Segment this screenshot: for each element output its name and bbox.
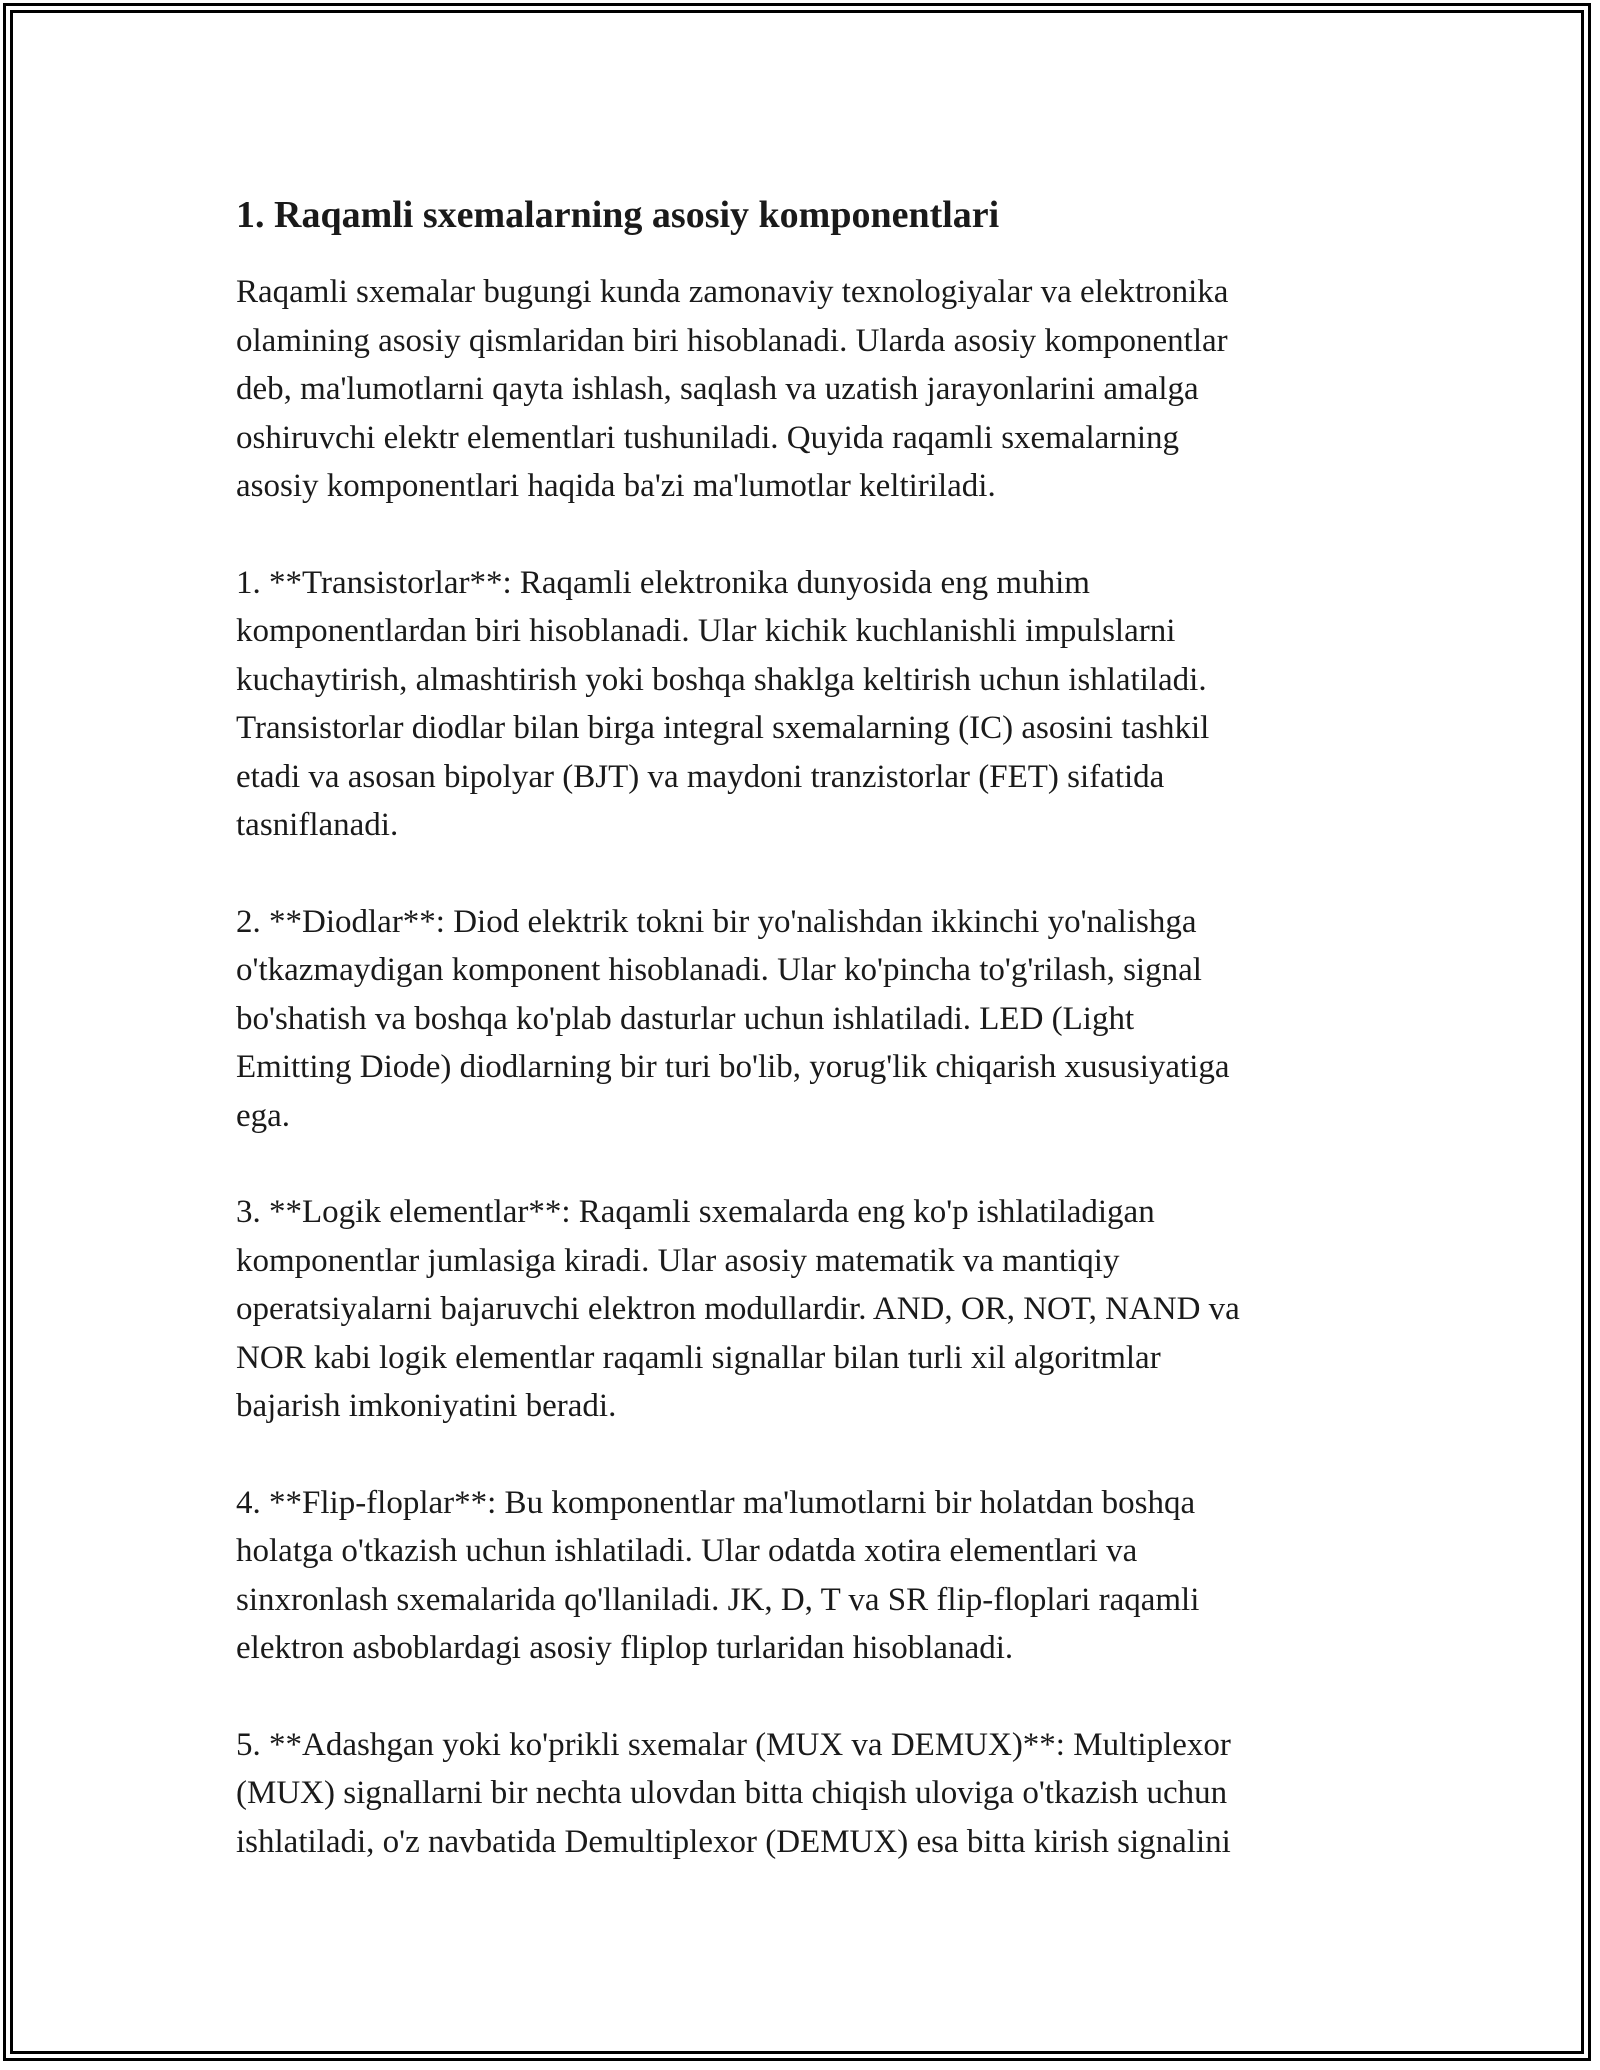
item-mux-demux: 5. **Adashgan yoki ko'prikli sxemalar (MUX va DEMUX)**: Multiplexor (MUX) signallarni bir nechta ulovdan bitta chiqish uloviga o'tkazish uchun ishlatiladi, o'z navbatida Demultiplexor (DEMUX) esa bitta kirish signalini (236, 1726, 1231, 1860)
section-heading: 1. Raqamli sxemalarning asosiy komponentlari (236, 194, 1000, 236)
item-diodes: 2. **Diodlar**: Diod elektrik tokni bir yo'nalishdan ikkinchi yo'nalishga o'tkazmaydigan komponent hisoblanadi. Ular ko'pincha to'g'rilash, signal bo'shatish va boshqa ko'plab dasturlar uchun ishlatiladi. LED (Light Emitting Diode) diodlarning bir turi bo'lib, yorug'lik chiqarish xususiyatiga ega. (236, 903, 1230, 1134)
item-transistors: 1. **Transistorlar**: Raqamli elektronika dunyosida eng muhim komponentlardan biri hisoblanadi. Ular kichik kuchlanishli impulslarni kuchaytirish, almashtirish yoki boshqa shaklga keltirish uchun ishlatiladi. Transistorlar diodlar bilan birga integral sxemalarning (IC) asosini tashkil etadi va asosan bipolyar (BJT) va maydoni tranzistorlar (FET) sifatida tasniflanadi. (236, 564, 1210, 843)
item-flip-flops: 4. **Flip-floplar**: Bu komponentlar ma'lumotlarni bir holatdan boshqa holatga o'tkazish uchun ishlatiladi. Ular odatda xotira elementlari va sinxronlash sxemalarida qo'llaniladi. JK, D, T va SR flip-floplari raqamli elektron asboblardagi asosiy fliplop turlaridan hisoblanadi. (236, 1484, 1200, 1666)
document-body (236, 184, 1376, 1914)
intro-paragraph: Raqamli sxemalar bugungi kunda zamonaviy texnologiyalar va elektronika olamining asosiy qismlaridan biri hisoblanadi. Ularda asosiy komponentlar deb, ma'lumotlarni qayta ishlash, saqlash va uzatish jarayonlarini amalga oshiruvchi elektr elementlari tushuniladi. Quyida raqamli sxemalarning asosiy komponentlari haqida ba'zi ma'lumotlar keltiriladi. (236, 274, 1229, 504)
item-logic-elements: 3. **Logik elementlar**: Raqamli sxemalarda eng ko'p ishlatiladigan komponentlar jumlasiga kiradi. Ular asosiy matematik va mantiqiy operatsiyalarni bajaruvchi elektron modullardir. AND, OR, NOT, NAND va NOR kabi logik elementlar raqamli signallar bilan turli xil algoritmlar bajarish imkoniyatini beradi. (236, 1194, 1240, 1424)
